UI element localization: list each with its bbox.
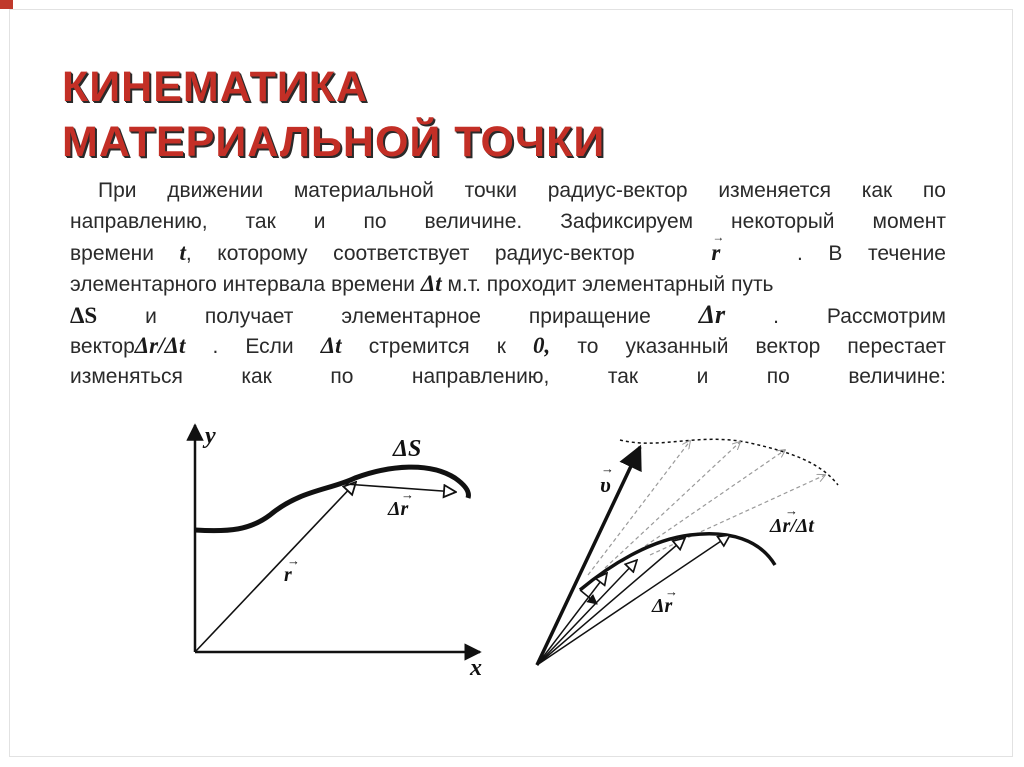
text-segment: . Рассмотрим (773, 305, 946, 328)
r-vector-arrow-icon: → (287, 553, 300, 568)
r-label: r (284, 564, 292, 586)
delta-s-label: ΔS (393, 436, 422, 462)
velocity-label: υ (600, 472, 611, 497)
right-delta-r-arrow-icon: → (665, 584, 678, 599)
paragraph-line-7: изменяться как по направлению, так и по величине: (70, 365, 946, 388)
paragraph-line-2: направлению, так и по величине. Зафиксируем некоторый момент (70, 210, 946, 233)
y-axis-label: y (205, 423, 216, 449)
ratio-arrow-icon: → (785, 503, 798, 518)
text-segment: времени (70, 242, 154, 265)
trajectory-curve (195, 467, 468, 531)
radius-vector (195, 482, 356, 652)
dotted-envelope (620, 439, 838, 485)
text-segment: м.т. проходит элементарный путь (447, 273, 774, 296)
text-segment: то указанный вектор перестает (577, 335, 946, 358)
title-line-2: МАТЕРИАЛЬНОЙ ТОЧКИ (62, 118, 606, 166)
text-segment: вектор (70, 335, 135, 358)
symbol-delta-s: ΔS (70, 303, 98, 328)
symbol-t: t (179, 240, 186, 265)
text-segment: . Если (212, 335, 294, 358)
x-axis-label: x (470, 655, 482, 681)
right-diagram (537, 439, 838, 665)
text-segment: и получает элементарное приращение (145, 305, 651, 328)
title-line-1: КИНЕМАТИКА (62, 63, 369, 111)
text-segment: элементарного интервала времени (70, 273, 416, 296)
symbol-delta-r: Δr (698, 300, 726, 329)
symbol-zero: 0, (533, 333, 551, 358)
text-segment: стремится к (368, 335, 506, 358)
symbol-r-vector: r → (711, 237, 720, 268)
symbol-delta-t: Δt (420, 271, 442, 296)
velocity-arrow-icon: → (601, 461, 614, 476)
left-diagram (195, 423, 482, 681)
delta-r-arrow-icon: → (401, 487, 414, 502)
velocity-vector (537, 447, 640, 665)
text-segment: . В течение (797, 242, 946, 265)
delta-r-label: Δr (388, 498, 409, 520)
text-segment: , которому соответствует радиус-вектор (185, 242, 635, 265)
right-delta-r-label: Δr (652, 595, 673, 617)
symbol-delta-t-2: Δt (320, 333, 342, 358)
symbol-ratio: Δr/Δt (134, 333, 186, 358)
ratio-label: Δr/Δt (770, 515, 814, 537)
paragraph-line-1: При движении материальной точки радиус-вектор изменяется как по (98, 179, 946, 202)
